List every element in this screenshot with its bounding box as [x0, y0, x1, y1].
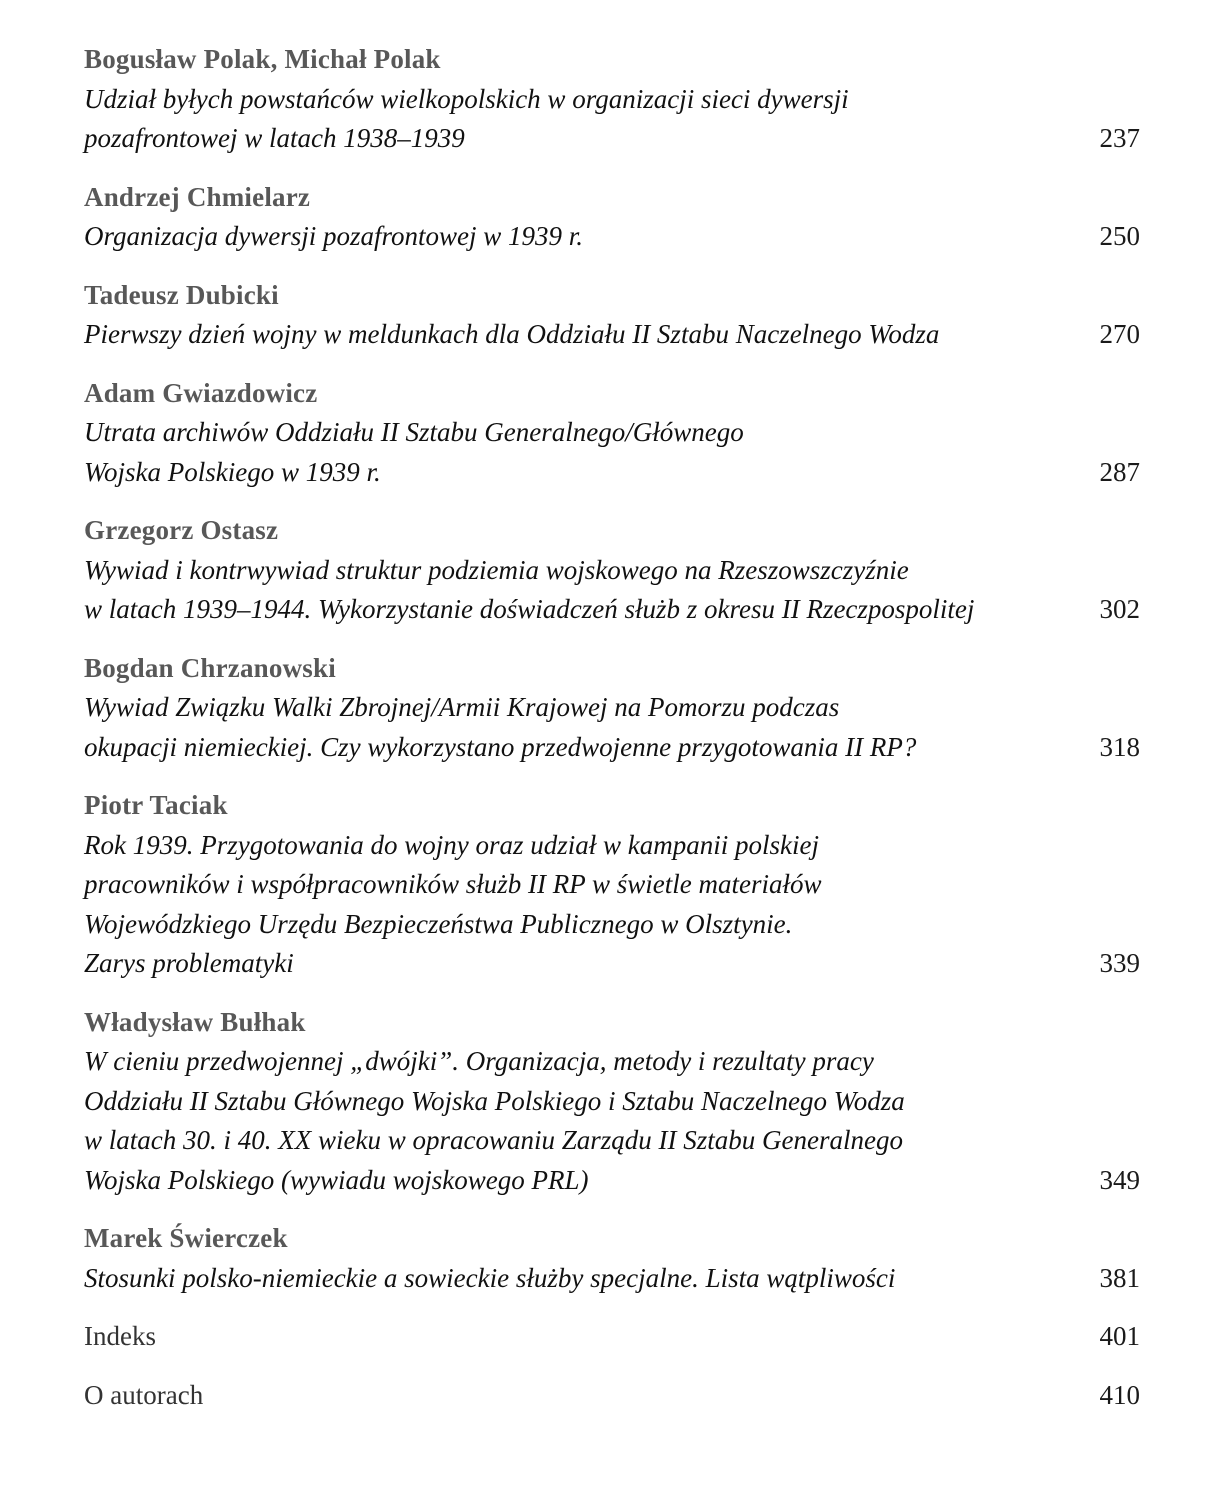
entry-author: Adam Gwiazdowicz: [84, 377, 318, 408]
toc-entry[interactable]: [84, 786, 1140, 984]
entry-author: Bogusław Polak, Michał Polak: [84, 44, 441, 74]
entry-title-line: W cieniu przedwojennej „dwójki”. Organizacja, metody i rezultaty pracy: [84, 1046, 874, 1076]
entry-title: [84, 551, 1140, 630]
entry-title-line: Wojewódzkiego Urzędu Bezpieczeństwa Publicznego w Olsztynie.: [84, 908, 793, 939]
entry-title-line: w latach 1939–1944. Wykorzystanie doświadczeń służb z okresu II Rzeczpospolitej: [84, 594, 975, 624]
authors-section-page-number: 410: [1099, 1379, 1140, 1410]
entry-title: [84, 217, 1140, 257]
entry-title-line: Pierwszy dzień wojny w meldunkach dla Oddziału II Sztabu Naczelnego Wodza: [84, 319, 940, 349]
entry-title-line: Udział byłych powstańców wielkopolskich w organizacji sieci dywersji: [84, 83, 849, 114]
entry-author: Marek Świerczek: [84, 1223, 288, 1253]
entry-title-line: Utrata archiwów Oddziału II Sztabu Generalnego/Głównego: [84, 417, 744, 447]
entry-author: Piotr Taciak: [84, 790, 228, 820]
entry-page-number: 250: [1099, 221, 1140, 251]
toc-entry[interactable]: [84, 511, 1140, 630]
entry-page-number: 287: [1099, 456, 1140, 487]
entry-title-line: Zarys problematyki: [84, 948, 294, 978]
entry-page-number: 381: [1099, 1262, 1140, 1293]
toc-entry[interactable]: [84, 374, 1140, 493]
entry-title-line: Organizacja dywersji pozafrontowej w 1939 r.: [84, 221, 584, 251]
entry-page-number: 318: [1099, 731, 1140, 762]
index-page-number: 401: [1099, 1321, 1140, 1351]
entry-title: [84, 1259, 1140, 1299]
entry-author: Władysław Bułhak: [84, 1006, 306, 1037]
entry-title-line: w latach 30. i 40. XX wieku w opracowaniu Zarządu II Sztabu Generalnego: [84, 1125, 903, 1155]
toc-entry[interactable]: [84, 649, 1140, 768]
entry-author: Andrzej Chmielarz: [84, 181, 311, 212]
authors-section-label: O autorach: [84, 1379, 204, 1410]
toc-entry[interactable]: [84, 178, 1140, 257]
entry-title-line: Rok 1939. Przygotowania do wojny oraz udział w kampanii polskiej: [84, 829, 819, 860]
entry-title-line: pracowników i współpracowników służb II RP w świetle materiałów: [84, 869, 822, 899]
toc-entry[interactable]: [84, 1219, 1140, 1298]
index-label: Indeks: [84, 1321, 156, 1351]
table-of-contents: [84, 40, 1140, 1415]
entry-page-number: 302: [1099, 594, 1140, 624]
entry-page-number: 339: [1099, 948, 1140, 978]
entry-page-number: 270: [1099, 319, 1140, 349]
entry-page-number: 349: [1099, 1164, 1140, 1195]
toc-entry-index[interactable]: [84, 1317, 1140, 1357]
entry-title: [84, 80, 1140, 159]
toc-entry[interactable]: [84, 276, 1140, 355]
entry-title: [84, 688, 1140, 767]
entry-author: Bogdan Chrzanowski: [84, 652, 336, 683]
entry-title-line: Wojska Polskiego w 1939 r.: [84, 456, 381, 487]
toc-entry[interactable]: [84, 40, 1140, 159]
entry-title-line: Oddziału II Sztabu Głównego Wojska Polskiego i Sztabu Naczelnego Wodza: [84, 1085, 905, 1116]
toc-entry-authors[interactable]: [84, 1376, 1140, 1416]
entry-title-line: Stosunki polsko-niemieckie a sowieckie służby specjalne. Lista wątpliwości: [84, 1262, 896, 1293]
toc-entry[interactable]: [84, 1003, 1140, 1201]
entry-page-number: 237: [1099, 123, 1140, 153]
entry-title-line: Wywiad i kontrwywiad struktur podziemia wojskowego na Rzeszowszczyźnie: [84, 554, 909, 585]
entry-title-line: Wojska Polskiego (wywiadu wojskowego PRL): [84, 1164, 589, 1195]
entry-title-line: okupacji niemieckiej. Czy wykorzystano przedwojenne przygotowania II RP?: [84, 731, 917, 762]
entry-author: Tadeusz Dubicki: [84, 279, 279, 310]
entry-title-line: Wywiad Związku Walki Zbrojnej/Armii Krajowej na Pomorzu podczas: [84, 692, 840, 722]
entry-title: [84, 826, 1140, 984]
entry-title: [84, 315, 1140, 355]
entry-title: [84, 1042, 1140, 1200]
entry-title-line: pozafrontowej w latach 1938–1939: [84, 123, 465, 153]
entry-author: Grzegorz Ostasz: [84, 515, 279, 545]
entry-title: [84, 413, 1140, 492]
